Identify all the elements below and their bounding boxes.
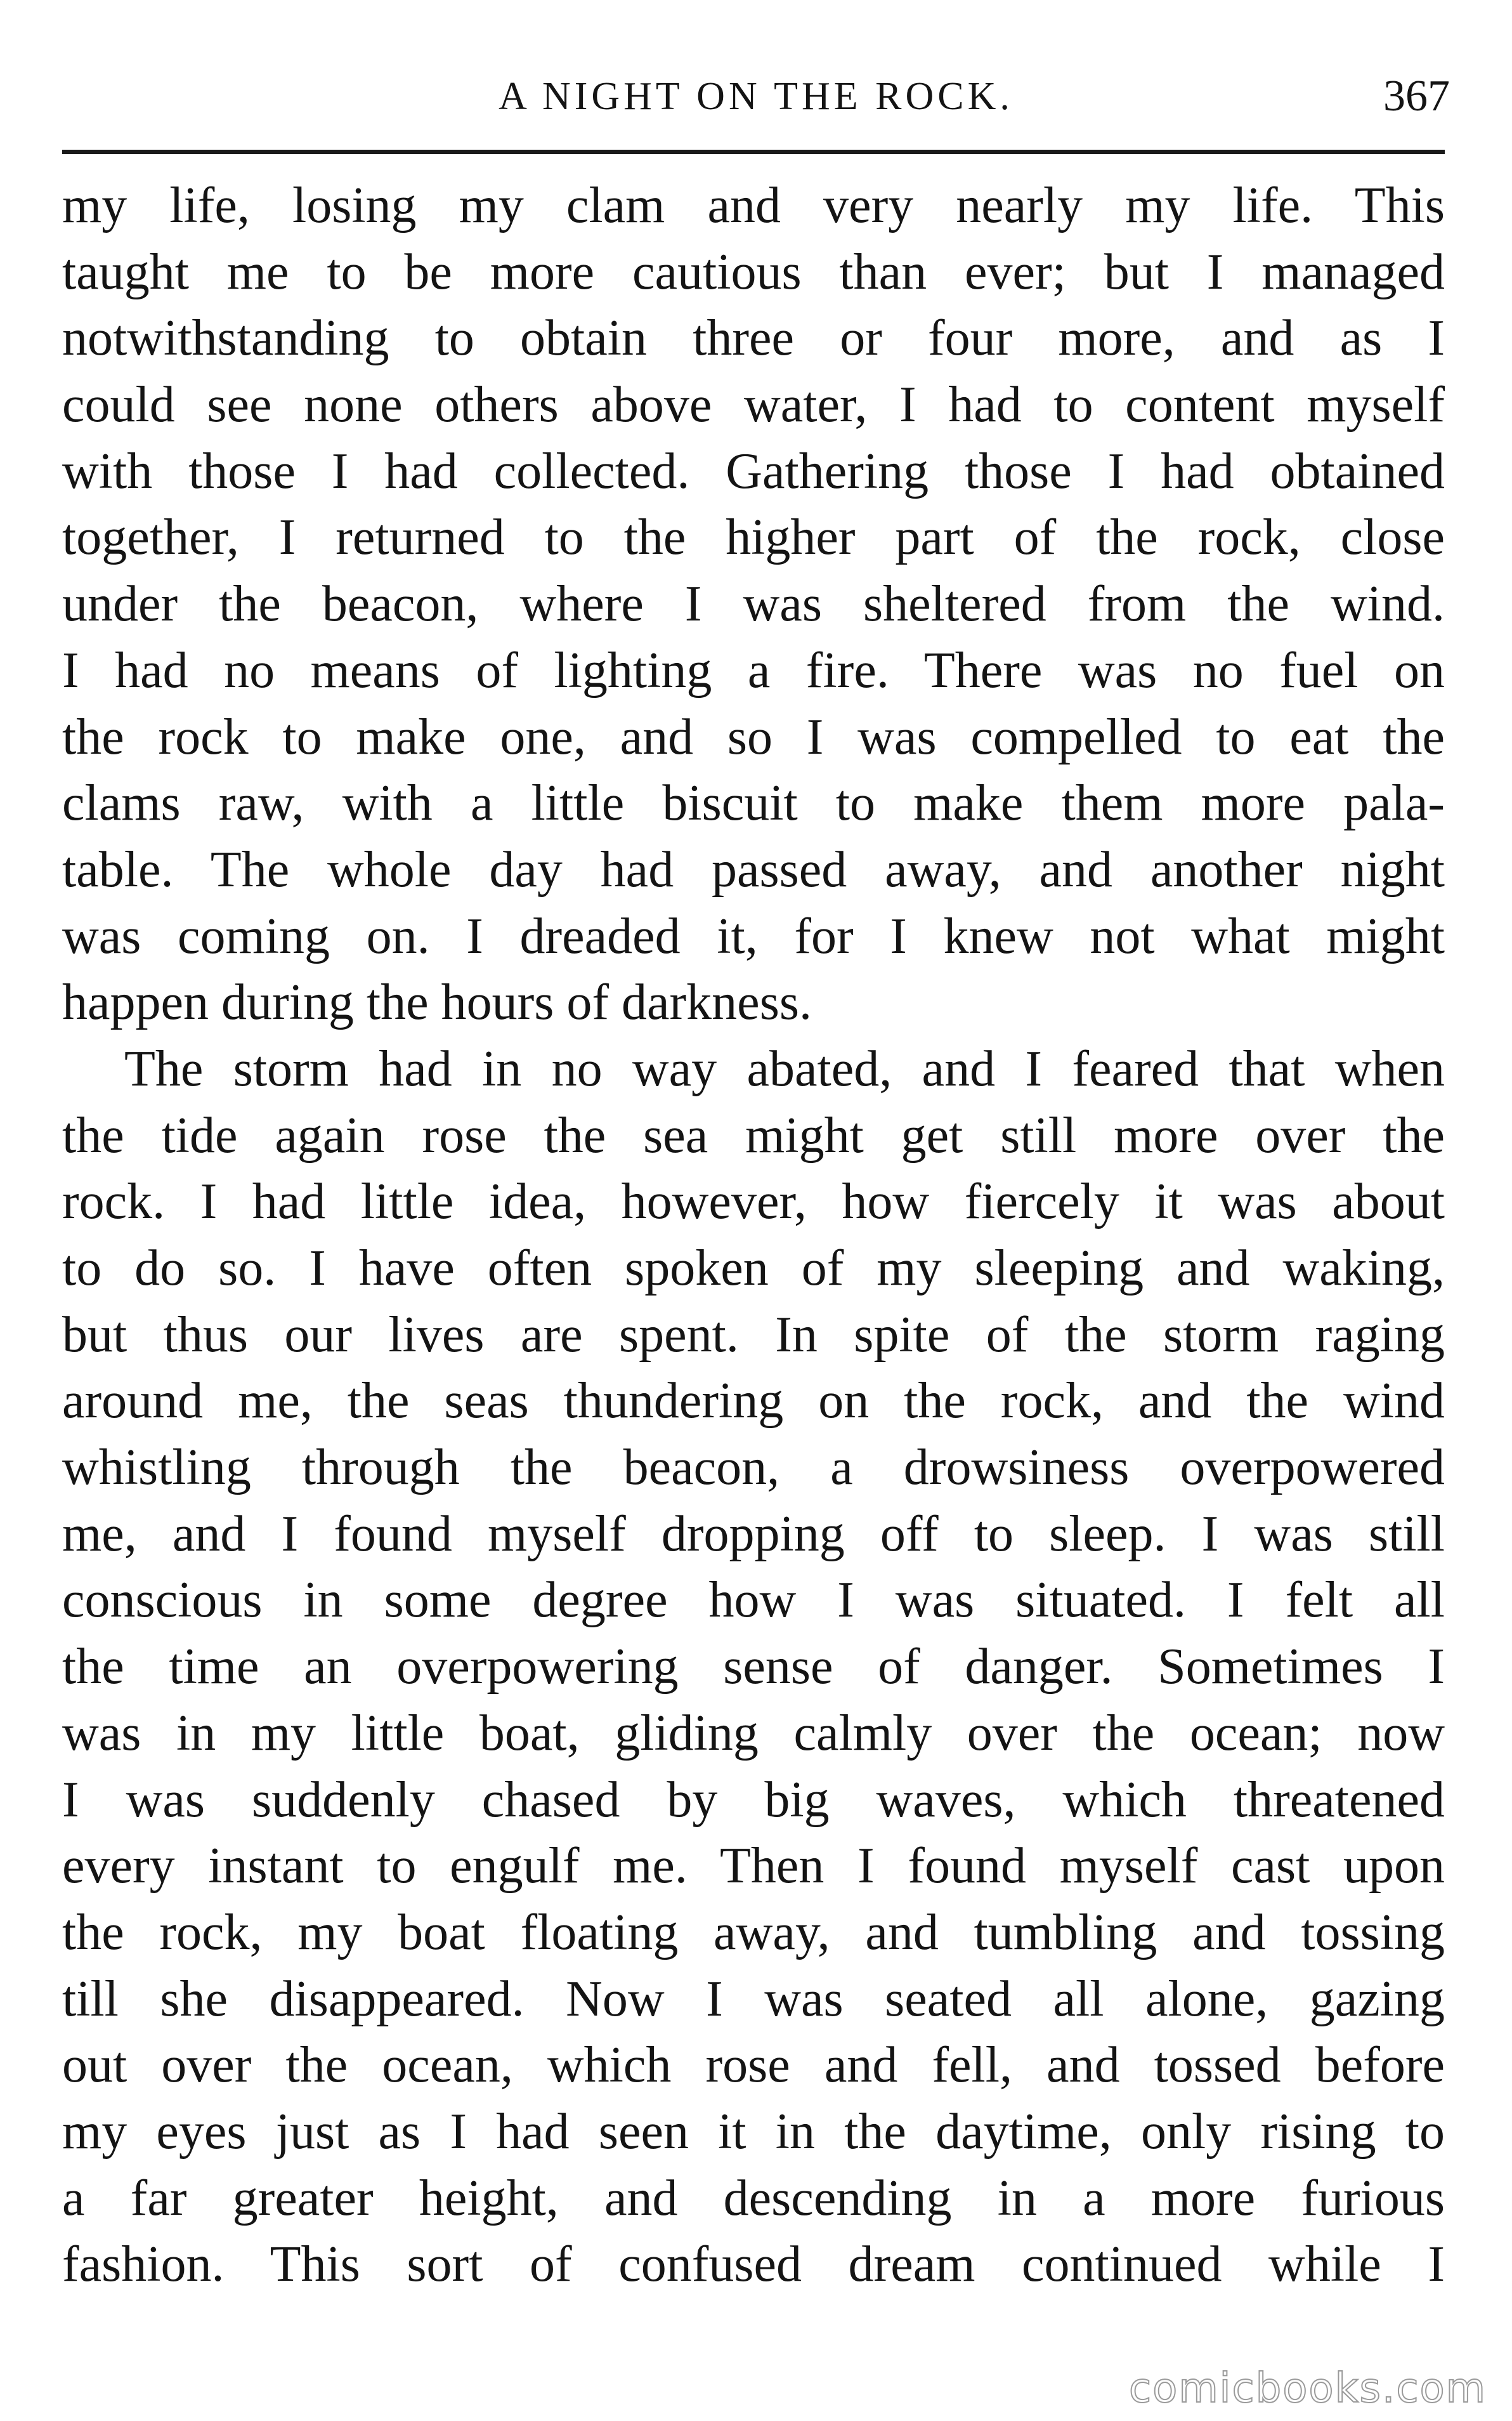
text-line: together, I returned to the higher part of the rock, close (62, 509, 1445, 566)
text-line: the time an overpowering sense of danger. Sometimes I (62, 1639, 1445, 1695)
header-rule (62, 150, 1445, 154)
text-line: I had no means of lighting a fire. There was no fuel on (62, 642, 1445, 699)
text-line: me, and I found myself dropping off to sleep. I was still (62, 1506, 1445, 1562)
text-line: around me, the seas thundering on the rock, and the wind (62, 1373, 1445, 1429)
text-line: under the beacon, where I was sheltered from the wind. (62, 576, 1445, 633)
text-line: could see none others above water, I had to content myself (62, 377, 1445, 433)
text-line: to do so. I have often spoken of my sleeping and waking, (62, 1240, 1445, 1296)
text-line: out over the ocean, which rose and fell, and tossed before (62, 2037, 1445, 2094)
text-line: was coming on. I dreaded it, for I knew not what might (62, 908, 1445, 964)
text-line: rock. I had little idea, however, how fiercely it was about (62, 1174, 1445, 1230)
text-line: but thus our lives are spent. In spite of the storm raging (62, 1306, 1445, 1363)
text-line: taught me to be more cautious than ever; but I managed (62, 244, 1445, 300)
text-line: the rock, my boat floating away, and tumbling and tossing (62, 1904, 1445, 1960)
text-line: the rock to make one, and so I was compelled to eat the (62, 709, 1445, 765)
paragraph-first-line: The storm had in no way abated, and I feared that when (124, 1040, 1445, 1097)
text-line: my eyes just as I had seen it in the daytime, only rising to (62, 2103, 1445, 2160)
running-title: A NIGHT ON THE ROCK. (499, 75, 1013, 118)
text-line: I was suddenly chased by big waves, which threatened (62, 1771, 1445, 1828)
text-line: clams raw, with a little biscuit to make them more pala- (62, 775, 1445, 832)
text-line: fashion. This sort of confused dream continued while I (62, 2236, 1445, 2293)
text-line: notwithstanding to obtain three or four more, and as I (62, 310, 1445, 367)
page-number: 367 (1383, 72, 1450, 121)
text-line: every instant to engulf me. Then I found myself cast upon (62, 1838, 1445, 1894)
text-line: table. The whole day had passed away, and another night (62, 841, 1445, 898)
text-line: whistling through the beacon, a drowsiness overpowered (62, 1440, 1445, 1496)
text-line: conscious in some degree how I was situated. I felt all (62, 1572, 1445, 1629)
body-text (62, 173, 1445, 2298)
text-line: my life, losing my clam and very nearly my life. This (62, 178, 1445, 233)
text-line: with those I had collected. Gathering those I had obtained (62, 443, 1445, 499)
text-line: was in my little boat, gliding calmly over the ocean; now (62, 1705, 1445, 1761)
running-head (0, 58, 1512, 134)
text-line: happen during the hours of darkness. (62, 974, 812, 1031)
text-line: till she disappeared. Now I was seated all alone, gazing (62, 1971, 1445, 2027)
watermark: comicbooks.com (1128, 2365, 1487, 2412)
text-line: the tide again rose the sea might get still more over the (62, 1107, 1445, 1164)
text-line: a far greater height, and descending in a more furious (62, 2170, 1445, 2226)
